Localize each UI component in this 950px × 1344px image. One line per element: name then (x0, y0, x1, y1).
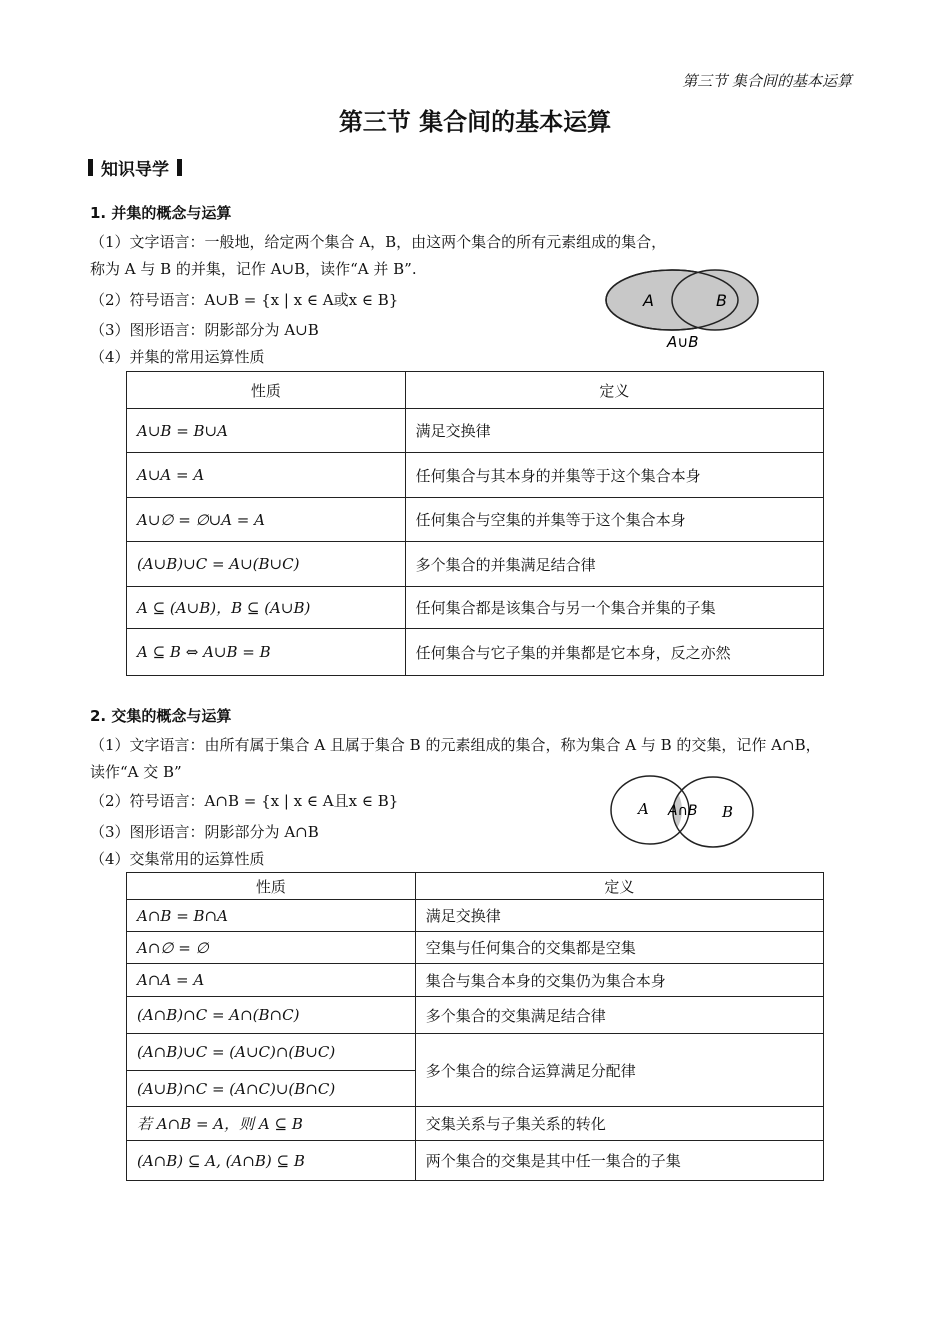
table-header-row (127, 873, 824, 900)
running-header: 第三节 集合间的基本运算 (682, 72, 852, 90)
union-venn-label-b: B (716, 291, 727, 310)
property-formula: A ⊆ (A∪B)，B ⊆ (A∪B) (127, 587, 406, 629)
property-formula: 若 A∩B = A，则 A ⊆ B (127, 1107, 416, 1141)
property-formula: A∪A = A (127, 453, 406, 498)
table-row (127, 1107, 824, 1141)
table-row (127, 587, 824, 629)
table-row (127, 932, 824, 964)
table-row (127, 997, 824, 1034)
table-row (127, 453, 824, 498)
banner-bar-right (177, 159, 182, 176)
intersection-graph-lang: （3）图形语言：阴影部分为 A∩B (90, 823, 319, 841)
property-definition: 交集关系与子集关系的转化 (415, 1107, 823, 1141)
table-row (127, 498, 824, 542)
property-formula: (A∩B)∩C = A∩(B∩C) (127, 997, 416, 1034)
union-venn-label-a: A (643, 291, 654, 310)
table-row (127, 629, 824, 676)
table-row (127, 542, 824, 587)
intersection-symbol-lang: （2）符号语言：A∩B = {x | x ∈ A且x ∈ B} (90, 792, 399, 810)
property-definition: 满足交换律 (405, 409, 823, 453)
property-formula: (A∩B)∪C = (A∪C)∩(B∪C) (127, 1034, 416, 1071)
property-formula: A∩B = B∩A (127, 900, 416, 932)
property-definition: 任何集合都是该集合与另一个集合并集的子集 (405, 587, 823, 629)
intersection-venn-label-b: B (722, 803, 734, 821)
intersection-venn-label-a: A (638, 800, 649, 818)
property-definition: 任何集合与它子集的并集都是它本身，反之亦然 (405, 629, 823, 676)
property-formula: A∩∅ = ∅ (127, 932, 416, 964)
property-formula: (A∪B)∪C = A∪(B∪C) (127, 542, 406, 587)
table-header-definition: 定义 (405, 372, 823, 409)
intersection-heading: 2. 交集的概念与运算 (90, 707, 232, 725)
property-formula: A∪B = B∪A (127, 409, 406, 453)
property-formula: (A∩B) ⊆ A, (A∩B) ⊆ B (127, 1141, 416, 1181)
section-banner-label: 知识导学 (101, 160, 169, 180)
union-venn-circle-b (672, 270, 758, 330)
table-row (127, 964, 824, 997)
property-formula: A ⊆ B ⇔ A∪B = B (127, 629, 406, 676)
property-definition: 集合与集合本身的交集仍为集合本身 (415, 964, 823, 997)
table-header-definition: 定义 (415, 873, 823, 900)
property-definition: 空集与任何集合的交集都是空集 (415, 932, 823, 964)
table-row (127, 900, 824, 932)
union-symbol-lang: （2）符号语言：A∪B = {x | x ∈ A或x ∈ B} (90, 291, 399, 309)
table-header-row (127, 372, 824, 409)
property-definition: 多个集合的交集满足结合律 (415, 997, 823, 1034)
property-definition: 两个集合的交集是其中任一集合的子集 (415, 1141, 823, 1181)
property-definition: 任何集合与空集的并集等于这个集合本身 (405, 498, 823, 542)
page-title: 第三节 集合间的基本运算 (338, 108, 612, 136)
property-definition: 多个集合的综合运算满足分配律 (415, 1034, 823, 1107)
intersection-venn-center-label: A∩B (668, 803, 698, 819)
union-venn-caption: A∪B (667, 333, 699, 351)
intersection-props-title: （4）交集常用的运算性质 (90, 850, 265, 868)
union-text-lang-2: 称为 A 与 B 的并集，记作 A∪B，读作“A 并 B”. (90, 260, 417, 278)
table-header-property: 性质 (127, 372, 406, 409)
table-row (127, 1034, 824, 1071)
property-definition: 多个集合的并集满足结合律 (405, 542, 823, 587)
property-definition: 任何集合与其本身的并集等于这个集合本身 (405, 453, 823, 498)
union-props-title: （4）并集的常用运算性质 (90, 348, 265, 366)
table-row (127, 1141, 824, 1181)
intersection-text-lang-1: （1）文字语言：由所有属于集合 A 且属于集合 B 的元素组成的集合，称为集合 A 与 B 的交集，记作 A∩B， (90, 736, 821, 754)
table-row (127, 409, 824, 453)
intersection-text-lang-2: 读作“A 交 B” (90, 763, 182, 781)
property-formula: A∪∅ = ∅∪A = A (127, 498, 406, 542)
banner-bar-left (88, 159, 93, 176)
section-banner (88, 155, 182, 180)
property-formula: A∩A = A (127, 964, 416, 997)
property-definition: 满足交换律 (415, 900, 823, 932)
union-graph-lang: （3）图形语言：阴影部分为 A∪B (90, 321, 319, 339)
union-text-lang-1: （1）文字语言：一般地，给定两个集合 A，B，由这两个集合的所有元素组成的集合， (90, 233, 667, 251)
union-heading: 1. 并集的概念与运算 (90, 204, 232, 222)
intersection-properties-table (126, 872, 824, 1181)
union-venn-diagram (600, 266, 770, 356)
union-properties-table (126, 371, 824, 676)
intersection-venn-diagram (606, 772, 758, 850)
table-header-property: 性质 (127, 873, 416, 900)
property-formula: (A∪B)∩C = (A∩C)∪(B∩C) (127, 1071, 416, 1107)
